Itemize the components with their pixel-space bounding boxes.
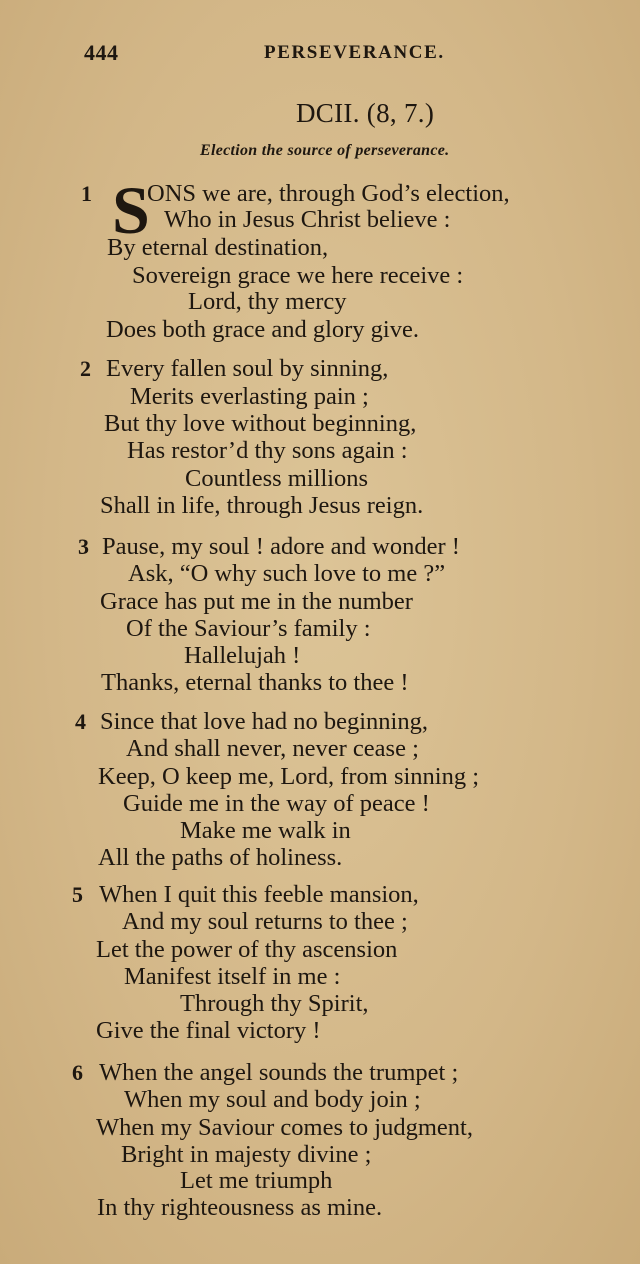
stanza-line: Hallelujah ! — [184, 642, 301, 669]
stanza-line: Guide me in the way of peace ! — [123, 790, 430, 817]
stanza-line: Merits everlasting pain ; — [130, 383, 369, 410]
stanza-line: Sovereign grace we here receive : — [132, 262, 464, 289]
stanza-line: Who in Jesus Christ believe : — [164, 206, 451, 233]
stanza-line: Let the power of thy ascension — [96, 936, 398, 963]
drop-cap: S — [112, 172, 150, 248]
stanza-number: 5 — [72, 882, 83, 907]
stanza-line: Ask, “O why such love to me ?” — [128, 560, 446, 587]
stanza-line: But thy love without beginning, — [104, 410, 417, 437]
stanza-line: Of the Saviour’s family : — [126, 615, 371, 642]
stanza-line: Manifest itself in me : — [124, 963, 341, 990]
stanza-line: When my Saviour comes to judgment, — [96, 1114, 473, 1141]
stanza-line: And my soul returns to thee ; — [122, 908, 408, 935]
running-title: PERSEVERANCE. — [264, 42, 445, 63]
stanza-line: Lord, thy mercy — [188, 288, 347, 315]
stanza-line: ONS we are, through God’s election, — [147, 180, 510, 207]
stanza-line: Keep, O keep me, Lord, from sinning ; — [98, 763, 480, 790]
stanza-line: Thanks, eternal thanks to thee ! — [101, 669, 409, 696]
stanza-line: When I quit this feeble mansion, — [99, 881, 419, 908]
stanza-line: Bright in majesty divine ; — [121, 1141, 372, 1168]
stanza-line: Give the final victory ! — [96, 1017, 321, 1044]
stanza-line: All the paths of holiness. — [98, 844, 343, 871]
stanza-line: Countless millions — [185, 465, 369, 492]
stanza-line: Make me walk in — [180, 817, 351, 844]
stanza-line: Shall in life, through Jesus reign. — [100, 492, 424, 519]
stanza-line: Since that love had no beginning, — [100, 708, 428, 735]
stanza-line: Pause, my soul ! adore and wonder ! — [102, 533, 460, 560]
stanza-line: And shall never, never cease ; — [126, 735, 419, 762]
stanza-line: Grace has put me in the number — [100, 588, 413, 615]
page-number: 444 — [84, 40, 119, 65]
stanza-line: Every fallen soul by sinning, — [106, 355, 389, 382]
stanza-number: 1 — [81, 181, 92, 206]
stanza-line: When the angel sounds the trumpet ; — [99, 1059, 459, 1086]
stanza-line: When my soul and body join ; — [124, 1086, 421, 1113]
stanza-line: Does both grace and glory give. — [106, 316, 419, 343]
stanza-line: By eternal destination, — [107, 234, 329, 261]
stanza-line: In thy righteousness as mine. — [97, 1194, 383, 1221]
stanza-line: Through thy Spirit, — [180, 990, 369, 1017]
stanza-number: 3 — [78, 534, 89, 559]
stanza-number: 2 — [80, 356, 91, 381]
stanza-line: Let me triumph — [180, 1167, 333, 1194]
hymn-number: DCII. (8, 7.) — [296, 98, 435, 128]
running-head — [84, 40, 604, 70]
stanza-number: 4 — [75, 709, 86, 734]
hymn-subtitle: Election the source of perseverance. — [200, 142, 450, 159]
stanza-line: Has restor’d thy sons again : — [127, 437, 408, 464]
stanza-number: 6 — [72, 1060, 83, 1085]
